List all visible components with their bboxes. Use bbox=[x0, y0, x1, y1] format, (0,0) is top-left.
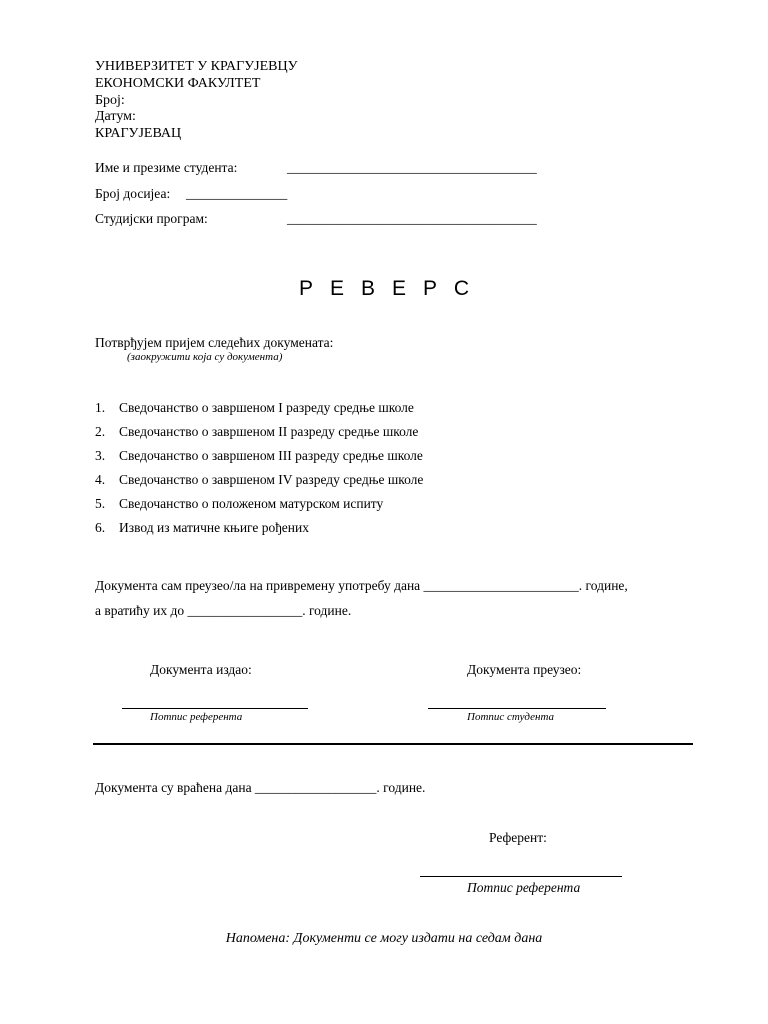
list-item-number: 3. bbox=[95, 448, 106, 463]
study-program-label: Студијски програм: bbox=[95, 211, 208, 226]
list-item[interactable]: Сведочанство о завршеном II разреду средње школе bbox=[119, 424, 419, 439]
university-name: УНИВЕРЗИТЕТ У КРАГУЈЕВЦУ bbox=[95, 59, 298, 74]
temporary-use-line-1: Документа сам преузео/ла на привремену употребу дана _______________________. године, bbox=[95, 578, 628, 593]
section-divider bbox=[93, 743, 693, 745]
return-date-text: Документа су враћена дана __________________. године. bbox=[95, 780, 426, 795]
intro-text: Потврђујем пријем следећих докумената: bbox=[95, 335, 334, 350]
issuer-signature-line[interactable] bbox=[122, 708, 308, 709]
dossier-number-field[interactable]: _______________ bbox=[186, 186, 288, 201]
faculty-name: ЕКОНОМСКИ ФАКУЛТЕТ bbox=[95, 76, 261, 91]
received-by-label: Документа преузео: bbox=[467, 662, 582, 677]
document-title: РЕВЕРС bbox=[299, 277, 486, 300]
list-item[interactable]: Сведочанство о завршеном III разреду средње школе bbox=[119, 448, 423, 463]
student-name-field[interactable]: _____________________________________ bbox=[287, 160, 537, 175]
list-item-number: 6. bbox=[95, 520, 106, 535]
student-signature-line[interactable] bbox=[428, 708, 606, 709]
date-label: Датум: bbox=[95, 109, 136, 124]
referent-signature-caption: Потпис референта bbox=[467, 880, 581, 895]
footer-note: Напомена: Документи се могу издати на седам дана bbox=[225, 931, 543, 946]
referent-signature-line[interactable] bbox=[420, 876, 622, 877]
temporary-use-line-2: а вратићу их до _________________. године. bbox=[95, 603, 352, 618]
student-signature-caption: Потпис студента bbox=[467, 711, 555, 723]
list-item[interactable]: Сведочанство о завршеном I разреду средње школе bbox=[119, 400, 414, 415]
student-name-label: Име и презиме студента: bbox=[95, 160, 238, 175]
list-item-number: 5. bbox=[95, 496, 106, 511]
list-item-number: 4. bbox=[95, 472, 106, 487]
study-program-field[interactable]: _____________________________________ bbox=[287, 211, 537, 226]
issued-by-label: Документа издао: bbox=[150, 662, 252, 677]
number-label: Број: bbox=[95, 93, 125, 108]
list-item-number: 2. bbox=[95, 424, 106, 439]
list-item[interactable]: Сведочанство о завршеном IV разреду средње школе bbox=[119, 472, 424, 487]
list-item[interactable]: Извод из матичне књиге рођених bbox=[119, 520, 309, 535]
list-item[interactable]: Сведочанство о положеном матурском испиту bbox=[119, 496, 384, 511]
dossier-number-label: Број досијеа: bbox=[95, 186, 171, 201]
city-name: КРАГУЈЕВАЦ bbox=[95, 126, 182, 141]
intro-hint: (заокружити која су документа) bbox=[127, 351, 283, 363]
list-item-number: 1. bbox=[95, 400, 106, 415]
referent-label: Референт: bbox=[489, 830, 547, 845]
issuer-signature-caption: Потпис референта bbox=[150, 711, 243, 723]
